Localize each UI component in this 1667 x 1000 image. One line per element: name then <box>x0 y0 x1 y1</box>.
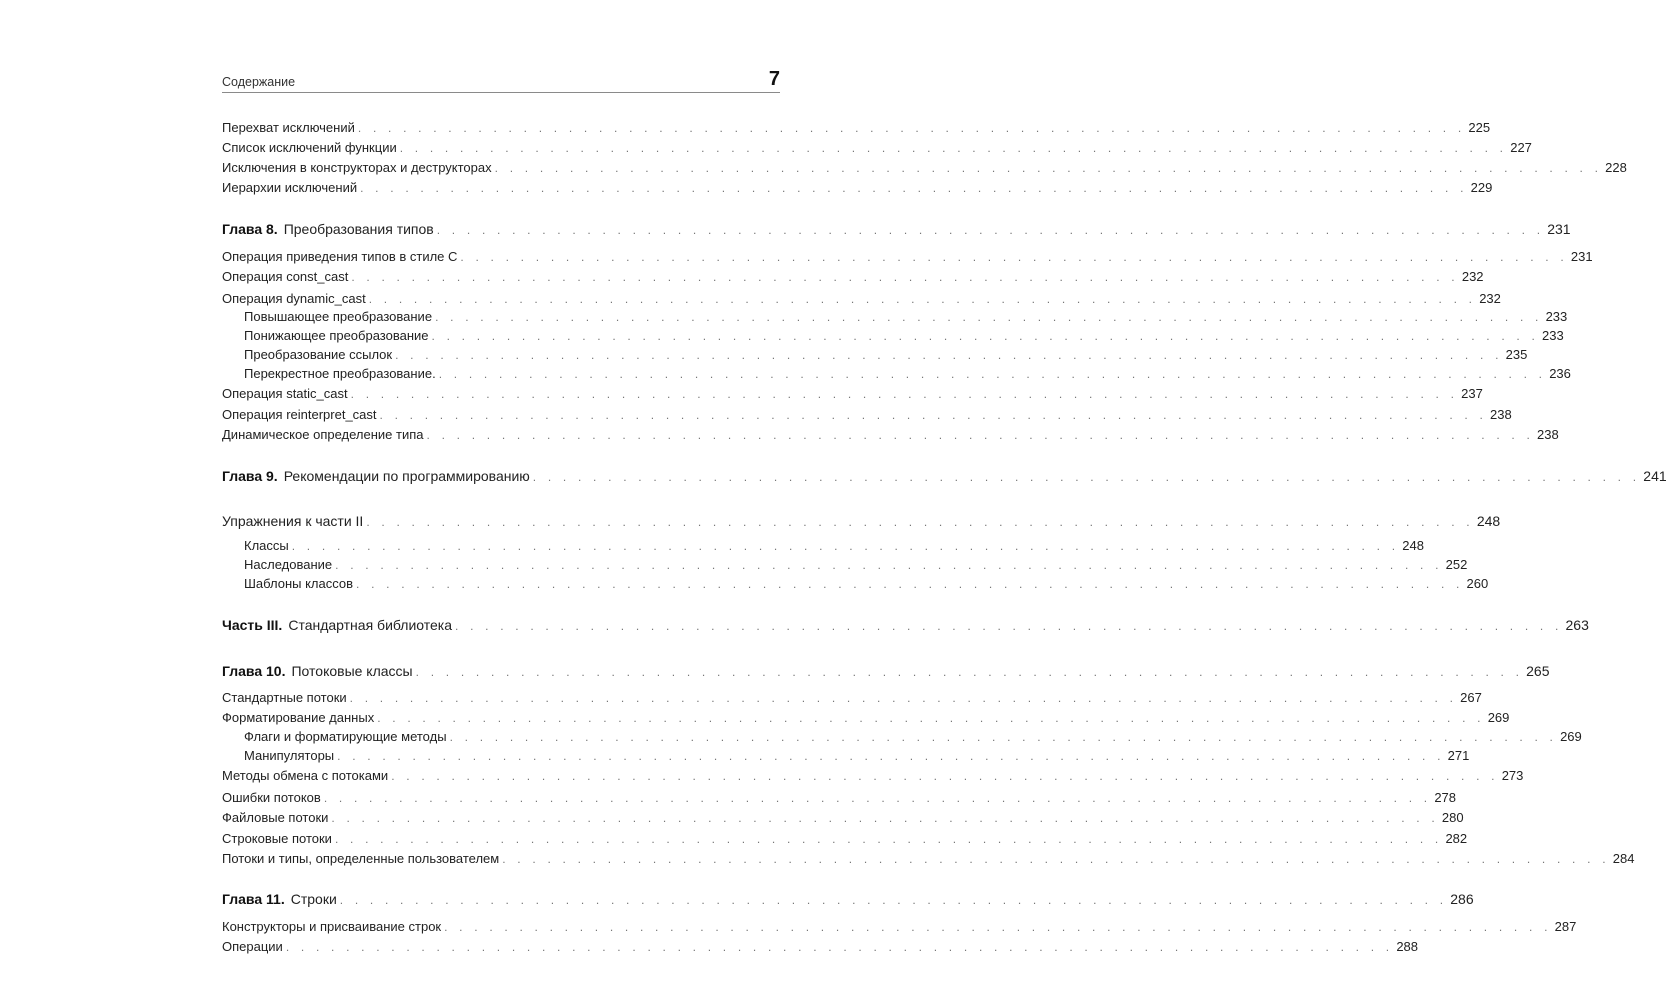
entry-title: Исключения в конструкторах и деструкторах <box>222 160 492 175</box>
entry-title: Форматирование данных <box>222 710 375 725</box>
leader-dots: . . . . . . . . . . . . . . . . . . . . . . . . . . . . . . . . . . . . . . . . . . . . . . . . . . . . . . . . . . . . . . . . . . . . . . . . . . <box>399 141 1508 155</box>
leader-dots: . . . . . . . . . . . . . . . . . . . . . . . . . . . . . . . . . . . . . . . . . . . . . . . . . . . . . . . . . . . . . . . . . . . . . . . . . . <box>379 408 1488 422</box>
entry-title: Перекрестное преобразование. <box>244 366 436 381</box>
toc-chapter[interactable] <box>222 467 1667 485</box>
toc-entry[interactable] <box>222 139 1532 157</box>
leader-dots: . . . . . . . . . . . . . . . . . . . . . . . . . . . . . . . . . . . . . . . . . . . . . . . . . . . . . . . . . . . . . . . . . . . . . . . . . . <box>285 940 1394 954</box>
entry-page: 271 <box>1447 748 1470 763</box>
entry-page: 260 <box>1466 576 1489 591</box>
entry-page: 278 <box>1434 790 1457 805</box>
leader-dots: . . . . . . . . . . . . . . . . . . . . . . . . . . . . . . . . . . . . . . . . . . . . . . . . . . . . . . . . . . . . . . . . . . . . . . . . . . <box>377 711 1485 725</box>
leader-dots: . . . . . . . . . . . . . . . . . . . . . . . . . . . . . . . . . . . . . . . . . . . . . . . . . . . . . . . . . . . . . . . . . . . . . . . . . . <box>415 665 1524 679</box>
entry-title: Стандартные потоки <box>222 690 347 705</box>
entry-title: Классы <box>244 538 289 553</box>
entry-title: Повышающее преобразование <box>244 309 433 324</box>
entry-title: Строки <box>290 891 337 907</box>
leader-dots: . . . . . . . . . . . . . . . . . . . . . . . . . . . . . . . . . . . . . . . . . . . . . . . . . . . . . . . . . . . . . . . . . . . . . . . . . . <box>532 470 1641 484</box>
leader-dots: . . . . . . . . . . . . . . . . . . . . . . . . . . . . . . . . . . . . . . . . . . . . . . . . . . . . . . . . . . . . . . . . . . . . . . . . . . <box>331 811 1439 825</box>
entry-page: 265 <box>1526 663 1550 679</box>
toc-entry[interactable] <box>222 159 1627 177</box>
entry-page: 284 <box>1612 851 1635 866</box>
entry-page: 232 <box>1479 291 1501 306</box>
entry-title: Методы обмена с потоками <box>222 768 389 783</box>
toc-entry[interactable] <box>222 709 1510 727</box>
entry-page: 228 <box>1605 160 1627 175</box>
leader-dots: . . . . . . . . . . . . . . . . . . . . . . . . . . . . . . . . . . . . . . . . . . . . . . . . . . . . . . . . . . . . . . . . . . . . . . . . . . <box>357 121 1466 135</box>
entry-page: 238 <box>1537 427 1559 442</box>
entry-title: Операция static_cast <box>222 386 348 401</box>
entry-page: 282 <box>1445 831 1468 846</box>
toc-entry[interactable] <box>222 406 1512 424</box>
entry-title: Конструкторы и присваивание строк <box>222 919 442 934</box>
toc-entry[interactable] <box>222 512 1501 530</box>
toc-entry[interactable] <box>222 119 1491 137</box>
leader-dots: . . . . . . . . . . . . . . . . . . . . . . . . . . . . . . . . . . . . . . . . . . . . . . . . . . . . . . . . . . . . . . . . . . . . . . . . . . <box>368 292 1477 306</box>
toc-chapter[interactable] <box>222 662 1550 680</box>
toc-entry[interactable] <box>222 850 1635 868</box>
chapter-prefix: Глава 10. <box>222 663 286 679</box>
leader-dots: . . . . . . . . . . . . . . . . . . . . . . . . . . . . . . . . . . . . . . . . . . . . . . . . . . . . . . . . . . . . . . . . . . . . . . . . . . <box>323 791 1432 805</box>
entry-title: Динамическое определение типа <box>222 427 424 442</box>
toc-subentry[interactable] <box>244 747 1470 765</box>
toc-subentry[interactable] <box>244 575 1489 593</box>
toc-entry[interactable] <box>222 426 1559 444</box>
leader-dots: . . . . . . . . . . . . . . . . . . . . . . . . . . . . . . . . . . . . . . . . . . . . . . . . . . . . . . . . . . . . . . . . . . . . . . . . . . <box>502 852 1610 866</box>
toc-entry[interactable] <box>222 268 1484 286</box>
entry-title: Манипуляторы <box>244 748 335 763</box>
entry-page: 233 <box>1545 309 1568 324</box>
leader-dots: . . . . . . . . . . . . . . . . . . . . . . . . . . . . . . . . . . . . . . . . . . . . . . . . . . . . . . . . . . . . . . . . . . . . . . . . . . <box>291 539 1400 553</box>
entry-title: Операция приведения типов в стиле С <box>222 249 458 264</box>
leader-dots: . . . . . . . . . . . . . . . . . . . . . . . . . . . . . . . . . . . . . . . . . . . . . . . . . . . . . . . . . . . . . . . . . . . . . . . . . . <box>350 387 1459 401</box>
toc-chapter[interactable] <box>222 220 1571 238</box>
toc-subentry[interactable] <box>244 308 1568 326</box>
entry-title: Файловые потоки <box>222 810 329 825</box>
entry-title: Шаблоны классов <box>244 576 354 591</box>
leader-dots: . . . . . . . . . . . . . . . . . . . . . . . . . . . . . . . . . . . . . . . . . . . . . . . . . . . . . . . . . . . . . . . . . . . . . . . . . . <box>449 730 1558 744</box>
leader-dots: . . . . . . . . . . . . . . . . . . . . . . . . . . . . . . . . . . . . . . . . . . . . . . . . . . . . . . . . . . . . . . . . . . . . . . . . . . <box>335 558 1443 572</box>
chapter-prefix: Глава 9. <box>222 468 278 484</box>
leader-dots: . . . . . . . . . . . . . . . . . . . . . . . . . . . . . . . . . . . . . . . . . . . . . . . . . . . . . . . . . . . . . . . . . . . . . . . . . . <box>460 250 1568 264</box>
toc-subentry[interactable] <box>244 537 1424 555</box>
entry-title: Преобразование ссылок <box>244 347 393 362</box>
entry-page: 248 <box>1476 513 1501 529</box>
toc-entry[interactable] <box>222 179 1493 197</box>
entry-title: Перехват исключений <box>222 120 355 135</box>
entry-title: Стандартная библиотека <box>288 617 453 633</box>
entry-page: 273 <box>1501 768 1524 783</box>
entry-title: Строковые потоки <box>222 831 332 846</box>
leader-dots: . . . . . . . . . . . . . . . . . . . . . . . . . . . . . . . . . . . . . . . . . . . . . . . . . . . . . . . . . . . . . . . . . . . . . . . . . . <box>339 893 1448 907</box>
leader-dots: . . . . . . . . . . . . . . . . . . . . . . . . . . . . . . . . . . . . . . . . . . . . . . . . . . . . . . . . . . . . . . . . . . . . . . . . . . <box>438 367 1547 381</box>
toc-page <box>222 0 1667 1000</box>
entry-page: 235 <box>1505 347 1528 362</box>
toc-entry[interactable] <box>222 385 1483 403</box>
toc-chapter[interactable] <box>222 890 1474 908</box>
chapter-prefix: Глава 11. <box>222 891 285 907</box>
entry-page: 252 <box>1445 557 1468 572</box>
leader-dots: . . . . . . . . . . . . . . . . . . . . . . . . . . . . . . . . . . . . . . . . . . . . . . . . . . . . . . . . . . . . . . . . . . . . . . . . . . <box>494 161 1603 175</box>
leader-dots: . . . . . . . . . . . . . . . . . . . . . . . . . . . . . . . . . . . . . . . . . . . . . . . . . . . . . . . . . . . . . . . . . . . . . . . . . . <box>435 310 1543 324</box>
entry-title: Операция reinterpret_cast <box>222 407 377 422</box>
toc-subentry[interactable] <box>244 365 1571 383</box>
entry-title: Ошибки потоков <box>222 790 321 805</box>
entry-page: 269 <box>1560 729 1582 744</box>
entry-page: 237 <box>1461 386 1483 401</box>
page-number: 7 <box>768 68 780 90</box>
toc-subentry[interactable] <box>244 327 1564 345</box>
running-head-title: Содержание <box>222 75 296 89</box>
entry-title: Иерархии исключений <box>222 180 358 195</box>
entry-page: 238 <box>1490 407 1512 422</box>
entry-title: Понижающее преобразование <box>244 328 429 343</box>
entry-title: Потоковые классы <box>291 663 413 679</box>
toc-part[interactable] <box>222 616 1589 634</box>
toc-subentry[interactable] <box>244 556 1468 574</box>
leader-dots: . . . . . . . . . . . . . . . . . . . . . . . . . . . . . . . . . . . . . . . . . . . . . . . . . . . . . . . . . . . . . . . . . . . . . . . . . . <box>366 515 1474 529</box>
leader-dots: . . . . . . . . . . . . . . . . . . . . . . . . . . . . . . . . . . . . . . . . . . . . . . . . . . . . . . . . . . . . . . . . . . . . . . . . . . <box>334 832 1443 846</box>
entry-title: Операция const_cast <box>222 269 349 284</box>
entry-title: Операция dynamic_cast <box>222 291 366 306</box>
entry-title: Операции <box>222 939 283 954</box>
toc-subentry[interactable] <box>244 346 1528 364</box>
entry-title: Преобразования типов <box>283 221 434 237</box>
entry-page: 248 <box>1402 538 1424 553</box>
part-prefix: Часть III. <box>222 617 283 633</box>
entry-page: 267 <box>1460 690 1482 705</box>
toc-entry[interactable] <box>222 830 1468 848</box>
entry-page: 231 <box>1570 249 1593 264</box>
entry-title: Список исключений функции <box>222 140 397 155</box>
toc-entry[interactable] <box>222 789 1457 807</box>
leader-dots: . . . . . . . . . . . . . . . . . . . . . . . . . . . . . . . . . . . . . . . . . . . . . . . . . . . . . . . . . . . . . . . . . . . . . . . . . . <box>356 577 1464 591</box>
chapter-prefix: Глава 8. <box>222 221 278 237</box>
leader-dots: . . . . . . . . . . . . . . . . . . . . . . . . . . . . . . . . . . . . . . . . . . . . . . . . . . . . . . . . . . . . . . . . . . . . . . . . . . <box>455 619 1563 633</box>
entry-page: 229 <box>1470 180 1493 195</box>
leader-dots: . . . . . . . . . . . . . . . . . . . . . . . . . . . . . . . . . . . . . . . . . . . . . . . . . . . . . . . . . . . . . . . . . . . . . . . . . . <box>426 428 1534 442</box>
running-head <box>222 70 780 93</box>
entry-page: 241 <box>1643 468 1667 484</box>
leader-dots: . . . . . . . . . . . . . . . . . . . . . . . . . . . . . . . . . . . . . . . . . . . . . . . . . . . . . . . . . . . . . . . . . . . . . . . . . . <box>349 691 1458 705</box>
entry-title: Рекомендации по программированию <box>283 468 530 484</box>
entry-page: 227 <box>1510 140 1532 155</box>
entry-page: 236 <box>1549 366 1571 381</box>
entry-page: 263 <box>1565 617 1589 633</box>
entry-page: 231 <box>1547 221 1571 237</box>
entry-page: 269 <box>1487 710 1510 725</box>
toc-entry[interactable] <box>222 290 1501 308</box>
toc-entry[interactable] <box>222 248 1593 266</box>
leader-dots: . . . . . . . . . . . . . . . . . . . . . . . . . . . . . . . . . . . . . . . . . . . . . . . . . . . . . . . . . . . . . . . . . . . . . . . . . . <box>431 329 1540 343</box>
entry-title: Упражнения к части II <box>222 513 364 529</box>
leader-dots: . . . . . . . . . . . . . . . . . . . . . . . . . . . . . . . . . . . . . . . . . . . . . . . . . . . . . . . . . . . . . . . . . . . . . . . . . . <box>436 223 1545 237</box>
entry-page: 287 <box>1554 919 1577 934</box>
toc-subentry[interactable] <box>244 728 1582 746</box>
toc-entry[interactable] <box>222 767 1524 785</box>
leader-dots: . . . . . . . . . . . . . . . . . . . . . . . . . . . . . . . . . . . . . . . . . . . . . . . . . . . . . . . . . . . . . . . . . . . . . . . . . . <box>360 181 1468 195</box>
entry-title: Потоки и типы, определенные пользователем <box>222 851 500 866</box>
leader-dots: . . . . . . . . . . . . . . . . . . . . . . . . . . . . . . . . . . . . . . . . . . . . . . . . . . . . . . . . . . . . . . . . . . . . . . . . . . <box>395 348 1503 362</box>
toc-entry[interactable] <box>222 938 1419 956</box>
entry-page: 286 <box>1450 891 1474 907</box>
entry-page: 233 <box>1542 328 1564 343</box>
entry-page: 225 <box>1468 120 1491 135</box>
entry-title: Наследование <box>244 557 333 572</box>
toc-entry[interactable] <box>222 689 1482 707</box>
entry-page: 232 <box>1461 269 1484 284</box>
entry-page: 280 <box>1441 810 1464 825</box>
entry-page: 288 <box>1396 939 1419 954</box>
toc-entry[interactable] <box>222 809 1464 827</box>
leader-dots: . . . . . . . . . . . . . . . . . . . . . . . . . . . . . . . . . . . . . . . . . . . . . . . . . . . . . . . . . . . . . . . . . . . . . . . . . . <box>351 270 1459 284</box>
leader-dots: . . . . . . . . . . . . . . . . . . . . . . . . . . . . . . . . . . . . . . . . . . . . . . . . . . . . . . . . . . . . . . . . . . . . . . . . . . <box>391 769 1499 783</box>
entry-title: Флаги и форматирующие методы <box>244 729 447 744</box>
leader-dots: . . . . . . . . . . . . . . . . . . . . . . . . . . . . . . . . . . . . . . . . . . . . . . . . . . . . . . . . . . . . . . . . . . . . . . . . . . <box>337 749 1445 763</box>
leader-dots: . . . . . . . . . . . . . . . . . . . . . . . . . . . . . . . . . . . . . . . . . . . . . . . . . . . . . . . . . . . . . . . . . . . . . . . . . . <box>444 920 1552 934</box>
toc-entry[interactable] <box>222 918 1577 936</box>
